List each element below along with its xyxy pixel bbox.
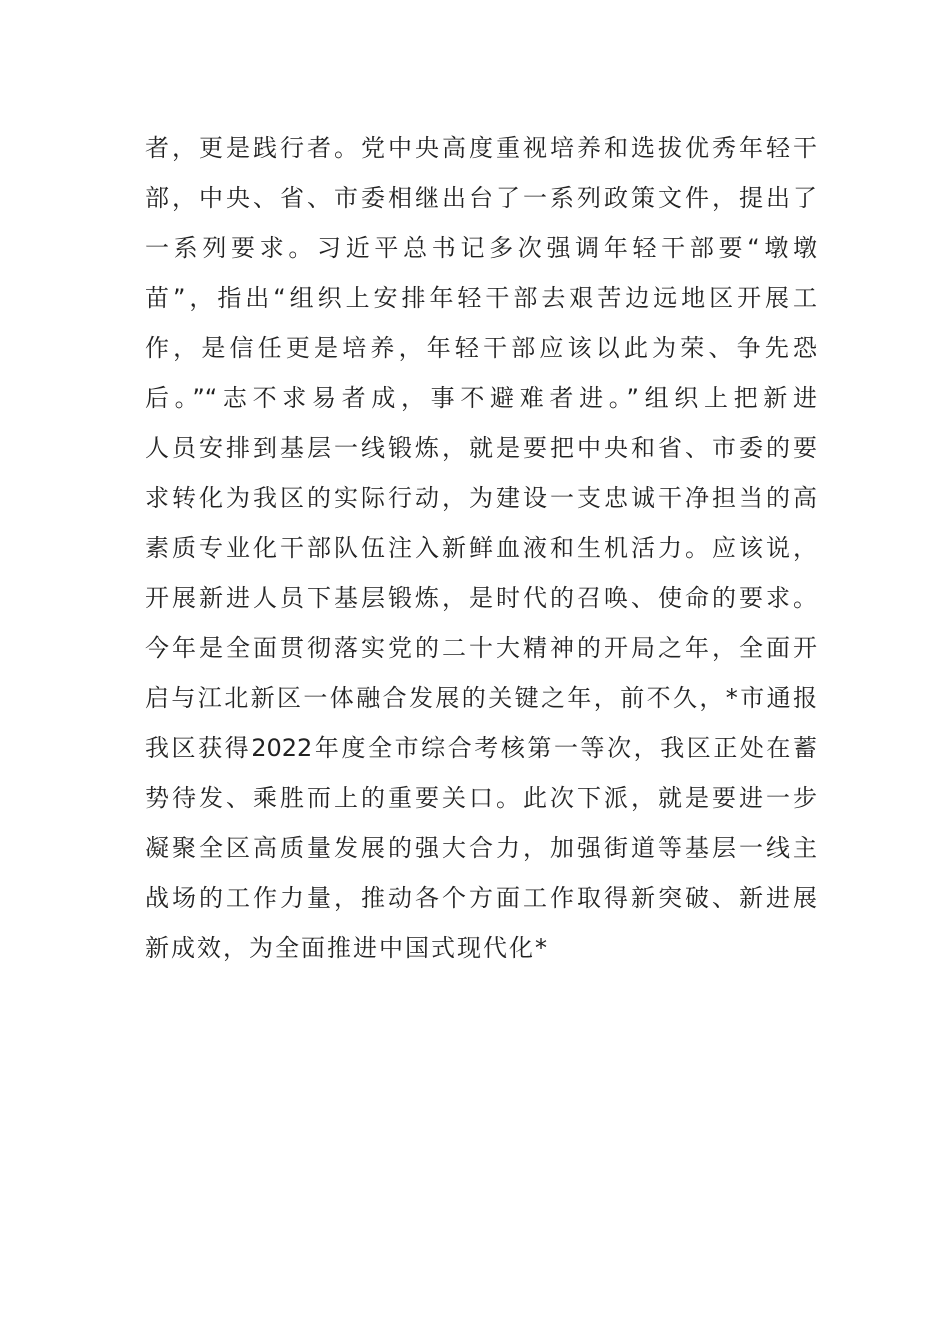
text-line: 部，中央、省、市委相继出台了一系列政策文件，提出了 [145,184,817,212]
text-line-last: 新成效，为全面推进中国式现代化* [145,934,549,962]
text-line: 者，更是践行者。党中央高度重视培养和选拔优秀年轻干 [145,134,817,162]
text-line: 启与江北新区一体融合发展的关键之年，前不久，*市通报 [145,684,817,712]
body-text [145,123,817,973]
text-line: 凝聚全区高质量发展的强大合力，加强街道等基层一线主 [145,834,817,862]
text-line: 后。”“志不求易者成，事不避难者进。”组织上把新进 [145,384,817,412]
text-line: 一系列要求。习近平总书记多次强调年轻干部要“墩墩 [145,234,817,262]
text-line: 苗”，指出“组织上安排年轻干部去艰苦边远地区开展工 [145,284,817,312]
text-line: 战场的工作力量，推动各个方面工作取得新突破、新进展 [145,884,817,912]
text-line: 开展新进人员下基层锻炼，是时代的召唤、使命的要求。 [145,584,817,612]
text-line: 我区获得2022年度全市综合考核第一等次，我区正处在蓄 [145,734,817,762]
text-line: 作，是信任更是培养，年轻干部应该以此为荣、争先恐 [145,334,817,362]
text-line: 势待发、乘胜而上的重要关口。此次下派，就是要进一步 [145,784,817,812]
text-line: 今年是全面贯彻落实党的二十大精神的开局之年，全面开 [145,634,817,662]
text-line: 人员安排到基层一线锻炼，就是要把中央和省、市委的要 [145,434,817,462]
text-line: 求转化为我区的实际行动，为建设一支忠诚干净担当的高 [145,484,817,512]
text-line: 素质专业化干部队伍注入新鲜血液和生机活力。应该说， [145,534,817,562]
